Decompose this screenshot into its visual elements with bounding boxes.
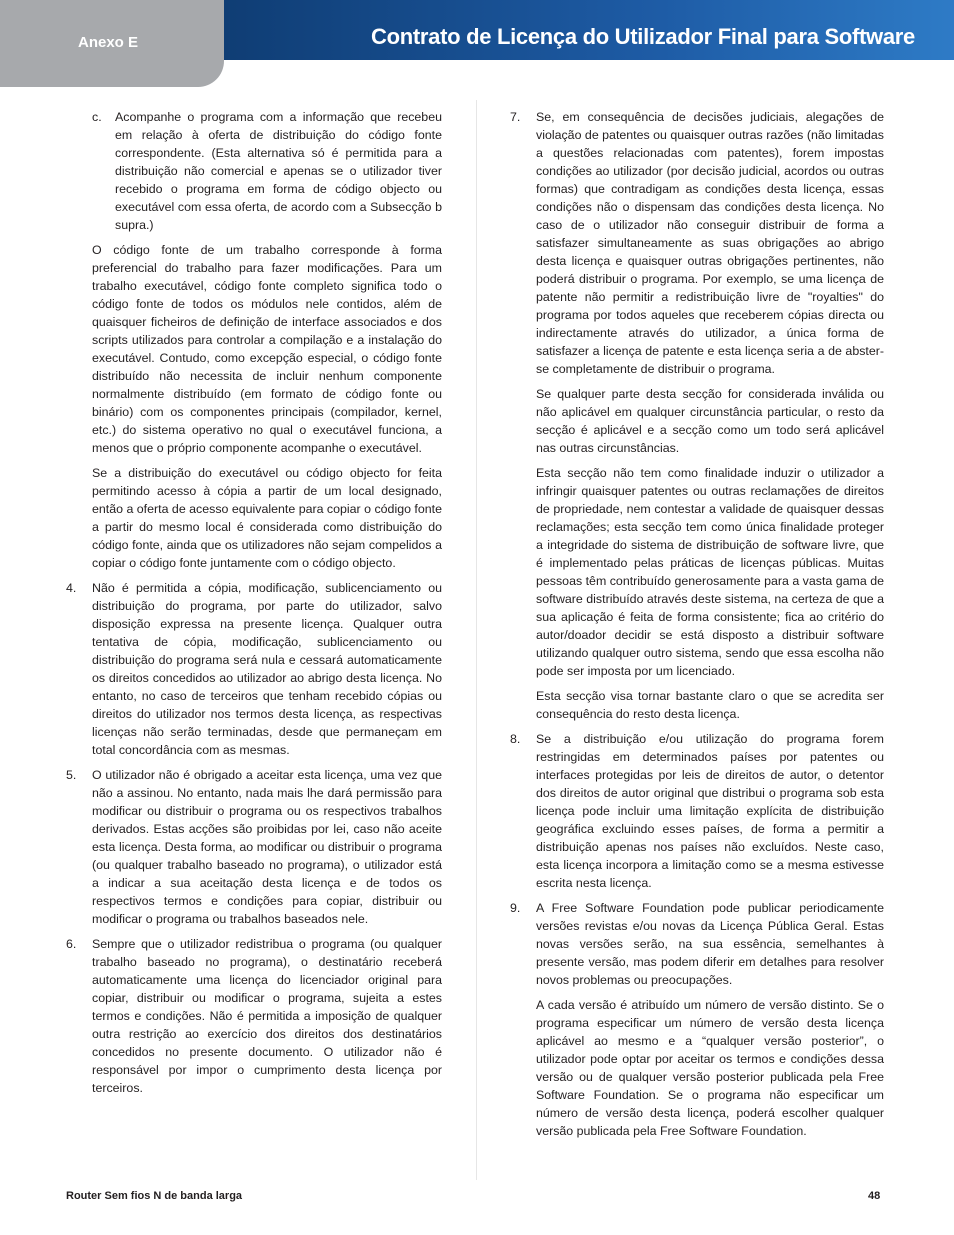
left-column [66, 108, 442, 1104]
list-item-6 [66, 935, 442, 1097]
paragraph: Se qualquer parte desta secção for considerada inválida ou não aplicável em qualquer circunstância particular, o resto da secção é aplicável e a secção como um todo será aplicável nas outras circunstâncias. [536, 387, 884, 455]
list-item-text: A Free Software Foundation pode publicar periodicamente versões revistas e/ou novas da Licença Pública Geral. Estas novas versões serão, na sua essência, semelhantes à presente versão, mas podem diferir em detalhes para resolver novos problemas ou preocupações. [536, 901, 884, 987]
section-tab-label: Anexo E [78, 34, 139, 51]
list-item-text: Se, em consequência de decisões judiciais, alegações de violação de patentes ou quaisquer outras razões (não limitadas a questões relacionadas com patentes), forem impostas condições ao utilizador (por decisão judicial, acordos ou outras formas) que contradigam as condições desta licença, essas condições não o dispensam das condições desta licença. No caso de o utilizador não conseguir distribuir de forma a satisfazer simultaneamente as suas obrigações ao abrigo desta licença e quaisquer outras obrigações pertinentes, não poderá distribuir o programa. Por exemplo, se uma licença de patente não permitir a redistribuição livre de "royalties" do programa por todos aqueles que receberem cópias directa ou indirectamente através do utilizador, a única forma de satisfazer a licença de patente e esta licença seria a de abster-se completamente de distribuir o programa. [536, 110, 884, 376]
paragraph: O código fonte de um trabalho corresponde à forma preferencial do trabalho para fazer modificações. Para um trabalho executável, código fonte completo significa todo o código fonte de todos os módulos nele contidos, além de quaisquer ficheiros de definição de interface associados e dos scripts utilizados para controlar a compilação e a instalação do executável. Contudo, como excepção especial, o código fonte distribuído não necessita de incluir nenhum componente normalmente distribuído (em formato de código fonte ou binário) com os componentes principais (compilador, kernel, etc.) do sistema operativo no qual o executável funciona, a menos que o próprio componente acompanhe o executável. [92, 243, 442, 455]
list-item-text: Se a distribuição e/ou utilização do programa forem restringidas em determinados países por patentes ou interfaces protegidas por leis de direitos de autor, o detentor dos direitos de autor original que distribui o programa sob esta licença pode incluir uma limitação explícita de distribuição geográfica excluindo esses países, de forma a permitir a distribuição apenas nos países não excluídos. Neste caso, esta licença incorpora a limitação como se a mesma estivesse escrita nesta licença. [536, 732, 884, 890]
list-item-8 [510, 730, 884, 892]
column-divider [476, 100, 477, 1180]
list-number: 9. [510, 901, 521, 915]
list-number: 7. [510, 110, 521, 124]
page-title: Contrato de Licença do Utilizador Final para Software [371, 24, 915, 49]
list-item-text: Acompanhe o programa com a informação que recebeu em relação à oferta de distribuição do código fonte correspondente. (Esta alternativa só é permitida para a distribuição não comercial e apenas se o utilizador tiver recebido o programa em forma de código objecto ou executável com essa oferta, de acordo com a Subsecção b supra.) [115, 110, 442, 232]
list-item-4 [66, 579, 442, 759]
list-item-text: Sempre que o utilizador redistribua o programa (ou qualquer trabalho baseado no programa), o destinatário receberá automaticamente uma licença do licenciador original para copiar, distribuir ou modificar o programa, sujeita a estes termos e condições. Não é permitida a imposição de qualquer outra restrição ao exercício dos direitos dos destinatários concedidos no presente documento. O utilizador não é responsável por impor o cumprimento desta licença por terceiros. [92, 937, 442, 1095]
list-number: 8. [510, 732, 521, 746]
paragraph: Se a distribuição do executável ou código objecto for feita permitindo acesso à cópia a partir de um local designado, então a oferta de acesso equivalente para copiar o código fonte a partir do mesmo local é considerada como distribuição do código fonte, ainda que os utilizadores não sejam compelidos a copiar o código fonte juntamente com o código objecto. [92, 466, 442, 570]
paragraph: Esta secção não tem como finalidade induzir o utilizador a infringir quaisquer patentes ou outras reclamações de direitos de propriedade, nem contestar a validade de quaisquer dessas reclamações; esta secção tem como única finalidade proteger a integridade do sistema de distribuição de software livre, que é implementado pelas práticas de licenças públicas. Muitas pessoas têm contribuído generosamente para a vasta gama de software distribuído através deste sistema, na certeza de que a sua aplicação é feita de forma consistente; fica ao critério do autor/doador decidir se está disposto a distribuir software utilizando qualquer outro sistema, sendo que essa escolha não pode ser imposta por um licenciado. [536, 466, 884, 678]
list-item-c [66, 108, 442, 234]
footer-product-name: Router Sem fios N de banda larga [66, 1190, 243, 1202]
right-column [510, 108, 884, 1147]
list-item-text: O utilizador não é obrigado a aceitar esta licença, uma vez que não a assinou. No entanto, nada mais lhe dará permissão para modificar ou distribuir o programa ou os respectivos trabalhos derivados. Estas acções são proibidas por lei, caso não aceite esta licença. Desta forma, ao modificar ou distribuir o programa (ou qualquer trabalho baseado no programa), o utilizador está a indicar a sua aceitação desta licença e de todos os respectivos termos e condições para copiar, distribuir ou modificar o programa ou trabalhos baseados nele. [92, 768, 442, 926]
list-item-9 [510, 899, 884, 989]
list-item-5 [66, 766, 442, 928]
list-number: 4. [66, 581, 77, 595]
page-header [0, 0, 954, 87]
list-item-text: Não é permitida a cópia, modificação, sublicenciamento ou distribuição do programa, por parte do utilizador, salvo disposição expressa na presente licença. Qualquer outra tentativa de cópia, modificação, sublicenciamento ou distribuição do programa será nula e cessará automaticamente os direitos concedidos ao utilizador ao abrigo desta licença. No entanto, no caso de terceiros que tenham recebido cópias ou direitos do utilizador nos termos desta licença, as respectivas licenças não serão terminadas, desde que permaneçam em total concordância com as mesmas. [92, 581, 442, 757]
paragraph: Esta secção visa tornar bastante claro o que se acredita ser consequência do resto desta licença. [536, 689, 884, 721]
page-number: 48 [868, 1190, 881, 1202]
paragraph: A cada versão é atribuído um número de versão distinto. Se o programa especificar um número de versão desta licença aplicável ao mesmo e a “qualquer versão posterior”, o utilizador pode optar por aceitar os termos e condições dessa versão ou de qualquer versão posterior publicada pela Free Software Foundation. Se o programa não especificar um número de versão desta licença, poderá escolher qualquer versão publicada pela Free Software Foundation. [536, 998, 884, 1138]
list-marker: c. [92, 110, 102, 124]
section-tab [0, 0, 224, 87]
list-number: 5. [66, 768, 77, 782]
list-number: 6. [66, 937, 77, 951]
list-item-7 [510, 108, 884, 378]
